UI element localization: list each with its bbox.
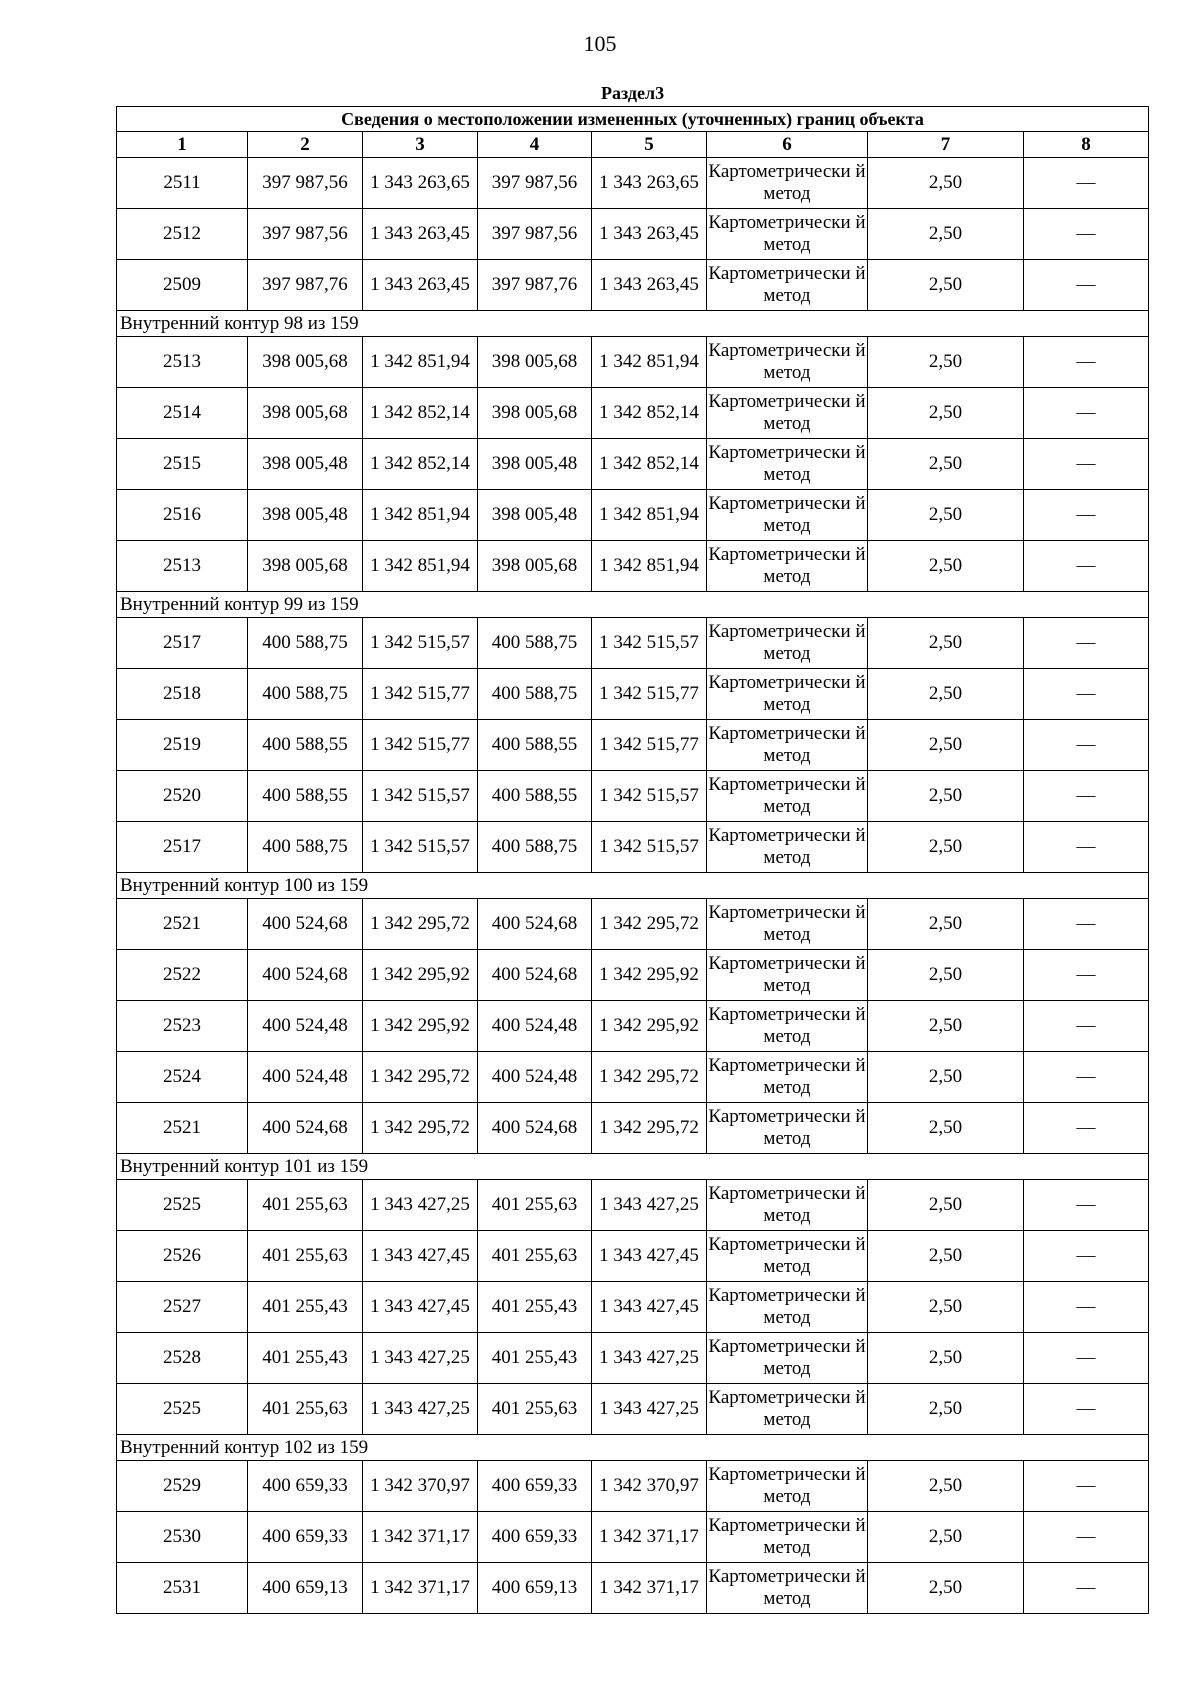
table-row [117,1052,1149,1103]
x-coordinate-cell: 400 588,75 [248,822,363,873]
x-coordinate-cell: 400 659,33 [248,1512,363,1563]
point-description-cell: — [1024,822,1149,873]
accuracy-cell: 2,50 [868,541,1024,592]
y-coordinate-new-cell: 1 342 852,14 [592,388,707,439]
y-coordinate-new-cell: 1 342 295,92 [592,950,707,1001]
accuracy-cell: 2,50 [868,158,1024,209]
y-coordinate-cell: 1 342 371,17 [363,1512,478,1563]
y-coordinate-cell: 1 342 852,14 [363,388,478,439]
contour-label: Внутренний контур 98 из 159 [117,311,1149,337]
y-coordinate-cell: 1 343 427,45 [363,1231,478,1282]
accuracy-cell: 2,50 [868,1384,1024,1435]
determination-method-cell: Картометрически й метод [707,209,868,260]
y-coordinate-new-cell: 1 343 263,45 [592,209,707,260]
x-coordinate-cell: 400 524,68 [248,1103,363,1154]
contour-row [117,592,1149,618]
y-coordinate-cell: 1 342 295,92 [363,950,478,1001]
determination-method-cell: Картометрически й метод [707,618,868,669]
contour-row [117,1435,1149,1461]
y-coordinate-new-cell: 1 342 295,72 [592,1052,707,1103]
y-coordinate-new-cell: 1 343 263,45 [592,260,707,311]
x-coordinate-new-cell: 400 524,68 [478,1103,592,1154]
point-description-cell: — [1024,337,1149,388]
determination-method-cell: Картометрически й метод [707,1001,868,1052]
y-coordinate-cell: 1 342 851,94 [363,337,478,388]
point-number-cell: 2519 [117,720,248,771]
contour-label: Внутренний контур 102 из 159 [117,1435,1149,1461]
column-header: 1 [117,132,248,158]
accuracy-cell: 2,50 [868,1461,1024,1512]
y-coordinate-cell: 1 343 427,25 [363,1333,478,1384]
section-label: Раздел3 [601,83,665,103]
table-row [117,1282,1149,1333]
point-number-cell: 2522 [117,950,248,1001]
table-row [117,1563,1149,1614]
point-number-cell: 2525 [117,1180,248,1231]
determination-method-cell: Картометрически й метод [707,1512,868,1563]
point-number-cell: 2530 [117,1512,248,1563]
point-number-cell: 2517 [117,822,248,873]
accuracy-cell: 2,50 [868,1563,1024,1614]
determination-method-cell: Картометрически й метод [707,337,868,388]
point-description-cell: — [1024,209,1149,260]
table-row [117,1461,1149,1512]
y-coordinate-new-cell: 1 342 295,92 [592,1001,707,1052]
point-number-cell: 2521 [117,899,248,950]
table-row [117,822,1149,873]
accuracy-cell: 2,50 [868,209,1024,260]
contour-label: Внутренний контур 100 из 159 [117,873,1149,899]
point-number-cell: 2523 [117,1001,248,1052]
column-header: 7 [868,132,1024,158]
y-coordinate-cell: 1 342 371,17 [363,1563,478,1614]
table-row [117,1103,1149,1154]
x-coordinate-cell: 398 005,48 [248,439,363,490]
table-row [117,388,1149,439]
determination-method-cell: Картометрически й метод [707,1563,868,1614]
point-number-cell: 2514 [117,388,248,439]
x-coordinate-new-cell: 401 255,43 [478,1333,592,1384]
x-coordinate-cell: 400 588,75 [248,618,363,669]
point-description-cell: — [1024,158,1149,209]
point-description-cell: — [1024,1103,1149,1154]
point-number-cell: 2525 [117,1384,248,1435]
x-coordinate-cell: 401 255,43 [248,1282,363,1333]
y-coordinate-new-cell: 1 342 295,72 [592,899,707,950]
x-coordinate-new-cell: 397 987,76 [478,260,592,311]
table-row [117,1231,1149,1282]
point-number-cell: 2526 [117,1231,248,1282]
point-description-cell: — [1024,388,1149,439]
x-coordinate-new-cell: 400 524,48 [478,1052,592,1103]
table-row [117,439,1149,490]
determination-method-cell: Картометрически й метод [707,1282,868,1333]
point-description-cell: — [1024,1563,1149,1614]
determination-method-cell: Картометрически й метод [707,1384,868,1435]
table-row [117,950,1149,1001]
table-row [117,1001,1149,1052]
determination-method-cell: Картометрически й метод [707,1052,868,1103]
x-coordinate-cell: 400 659,33 [248,1461,363,1512]
x-coordinate-cell: 397 987,56 [248,209,363,260]
determination-method-cell: Картометрически й метод [707,1180,868,1231]
point-description-cell: — [1024,771,1149,822]
y-coordinate-new-cell: 1 343 427,45 [592,1282,707,1333]
determination-method-cell: Картометрически й метод [707,1333,868,1384]
y-coordinate-cell: 1 343 427,45 [363,1282,478,1333]
y-coordinate-cell: 1 342 515,57 [363,618,478,669]
table-row [117,1512,1149,1563]
accuracy-cell: 2,50 [868,720,1024,771]
point-number-cell: 2531 [117,1563,248,1614]
column-header: 8 [1024,132,1149,158]
y-coordinate-new-cell: 1 342 295,72 [592,1103,707,1154]
x-coordinate-new-cell: 400 524,68 [478,950,592,1001]
y-coordinate-cell: 1 342 295,72 [363,1052,478,1103]
point-description-cell: — [1024,1512,1149,1563]
x-coordinate-cell: 400 588,55 [248,771,363,822]
x-coordinate-new-cell: 400 588,75 [478,618,592,669]
x-coordinate-cell: 398 005,68 [248,388,363,439]
accuracy-cell: 2,50 [868,1052,1024,1103]
y-coordinate-cell: 1 342 295,72 [363,899,478,950]
y-coordinate-new-cell: 1 342 371,17 [592,1563,707,1614]
y-coordinate-new-cell: 1 343 427,45 [592,1231,707,1282]
contour-row [117,873,1149,899]
y-coordinate-cell: 1 342 295,92 [363,1001,478,1052]
point-description-cell: — [1024,439,1149,490]
y-coordinate-new-cell: 1 342 515,57 [592,618,707,669]
contour-row [117,1154,1149,1180]
x-coordinate-new-cell: 398 005,68 [478,337,592,388]
determination-method-cell: Картометрически й метод [707,1461,868,1512]
accuracy-cell: 2,50 [868,1231,1024,1282]
table-row [117,669,1149,720]
x-coordinate-new-cell: 400 588,75 [478,669,592,720]
point-number-cell: 2515 [117,439,248,490]
point-number-cell: 2513 [117,541,248,592]
point-description-cell: — [1024,950,1149,1001]
y-coordinate-cell: 1 342 295,72 [363,1103,478,1154]
x-coordinate-cell: 400 524,68 [248,950,363,1001]
y-coordinate-cell: 1 343 427,25 [363,1384,478,1435]
x-coordinate-new-cell: 401 255,63 [478,1384,592,1435]
point-description-cell: — [1024,260,1149,311]
x-coordinate-cell: 400 659,13 [248,1563,363,1614]
x-coordinate-cell: 398 005,68 [248,541,363,592]
x-coordinate-new-cell: 400 659,13 [478,1563,592,1614]
y-coordinate-cell: 1 343 263,45 [363,209,478,260]
y-coordinate-new-cell: 1 343 427,25 [592,1333,707,1384]
table-row [117,158,1149,209]
table-title: Сведения о местоположении измененных (уточненных) границ объекта [117,107,1149,132]
y-coordinate-new-cell: 1 342 851,94 [592,337,707,388]
y-coordinate-new-cell: 1 342 515,77 [592,720,707,771]
determination-method-cell: Картометрически й метод [707,899,868,950]
determination-method-cell: Картометрически й метод [707,541,868,592]
accuracy-cell: 2,50 [868,337,1024,388]
x-coordinate-cell: 398 005,68 [248,337,363,388]
column-header-row [117,132,1149,158]
accuracy-cell: 2,50 [868,388,1024,439]
y-coordinate-new-cell: 1 342 851,94 [592,490,707,541]
x-coordinate-new-cell: 401 255,63 [478,1180,592,1231]
column-header: 5 [592,132,707,158]
y-coordinate-cell: 1 342 515,77 [363,669,478,720]
x-coordinate-new-cell: 400 524,48 [478,1001,592,1052]
point-number-cell: 2511 [117,158,248,209]
x-coordinate-cell: 400 588,55 [248,720,363,771]
y-coordinate-new-cell: 1 343 427,25 [592,1180,707,1231]
contour-label: Внутренний контур 99 из 159 [117,592,1149,618]
accuracy-cell: 2,50 [868,1512,1024,1563]
accuracy-cell: 2,50 [868,1282,1024,1333]
point-description-cell: — [1024,899,1149,950]
point-number-cell: 2509 [117,260,248,311]
contour-label: Внутренний контур 101 из 159 [117,1154,1149,1180]
point-description-cell: — [1024,1052,1149,1103]
x-coordinate-new-cell: 400 588,55 [478,771,592,822]
table-row [117,720,1149,771]
point-description-cell: — [1024,720,1149,771]
accuracy-cell: 2,50 [868,669,1024,720]
point-description-cell: — [1024,1461,1149,1512]
x-coordinate-cell: 397 987,76 [248,260,363,311]
point-number-cell: 2524 [117,1052,248,1103]
point-description-cell: — [1024,1231,1149,1282]
x-coordinate-new-cell: 400 588,75 [478,822,592,873]
y-coordinate-new-cell: 1 343 427,25 [592,1384,707,1435]
point-number-cell: 2517 [117,618,248,669]
point-description-cell: — [1024,669,1149,720]
x-coordinate-cell: 397 987,56 [248,158,363,209]
table-row [117,1333,1149,1384]
accuracy-cell: 2,50 [868,260,1024,311]
y-coordinate-cell: 1 342 370,97 [363,1461,478,1512]
x-coordinate-cell: 401 255,63 [248,1384,363,1435]
column-header: 4 [478,132,592,158]
determination-method-cell: Картометрически й метод [707,720,868,771]
x-coordinate-new-cell: 398 005,48 [478,490,592,541]
y-coordinate-new-cell: 1 342 370,97 [592,1461,707,1512]
accuracy-cell: 2,50 [868,439,1024,490]
y-coordinate-cell: 1 342 852,14 [363,439,478,490]
point-number-cell: 2529 [117,1461,248,1512]
determination-method-cell: Картометрически й метод [707,388,868,439]
x-coordinate-new-cell: 400 659,33 [478,1461,592,1512]
point-number-cell: 2516 [117,490,248,541]
x-coordinate-new-cell: 400 524,68 [478,899,592,950]
table-body [117,158,1149,1614]
table-row [117,209,1149,260]
y-coordinate-new-cell: 1 342 371,17 [592,1512,707,1563]
accuracy-cell: 2,50 [868,1333,1024,1384]
point-number-cell: 2520 [117,771,248,822]
table-row [117,337,1149,388]
x-coordinate-cell: 400 524,68 [248,899,363,950]
determination-method-cell: Картометрически й метод [707,1103,868,1154]
x-coordinate-new-cell: 401 255,63 [478,1231,592,1282]
table-row [117,490,1149,541]
x-coordinate-cell: 400 524,48 [248,1052,363,1103]
x-coordinate-cell: 400 524,48 [248,1001,363,1052]
y-coordinate-new-cell: 1 342 852,14 [592,439,707,490]
x-coordinate-cell: 401 255,43 [248,1333,363,1384]
point-description-cell: — [1024,618,1149,669]
point-description-cell: — [1024,1333,1149,1384]
y-coordinate-new-cell: 1 342 515,77 [592,669,707,720]
determination-method-cell: Картометрически й метод [707,771,868,822]
point-number-cell: 2521 [117,1103,248,1154]
determination-method-cell: Картометрически й метод [707,1231,868,1282]
table-row [117,618,1149,669]
point-description-cell: — [1024,1282,1149,1333]
accuracy-cell: 2,50 [868,771,1024,822]
accuracy-cell: 2,50 [868,822,1024,873]
point-number-cell: 2518 [117,669,248,720]
point-description-cell: — [1024,1001,1149,1052]
y-coordinate-cell: 1 342 515,77 [363,720,478,771]
x-coordinate-new-cell: 398 005,48 [478,439,592,490]
point-number-cell: 2512 [117,209,248,260]
x-coordinate-new-cell: 398 005,68 [478,388,592,439]
y-coordinate-new-cell: 1 342 851,94 [592,541,707,592]
column-header: 3 [363,132,478,158]
x-coordinate-new-cell: 400 659,33 [478,1512,592,1563]
y-coordinate-cell: 1 343 263,45 [363,260,478,311]
y-coordinate-new-cell: 1 343 263,65 [592,158,707,209]
x-coordinate-cell: 401 255,63 [248,1231,363,1282]
contour-row [117,311,1149,337]
y-coordinate-cell: 1 342 515,57 [363,771,478,822]
determination-method-cell: Картометрически й метод [707,260,868,311]
column-header: 2 [248,132,363,158]
x-coordinate-new-cell: 397 987,56 [478,209,592,260]
accuracy-cell: 2,50 [868,950,1024,1001]
table-row [117,899,1149,950]
coordinates-table [116,80,1149,1614]
determination-method-cell: Картометрически й метод [707,669,868,720]
y-coordinate-cell: 1 343 427,25 [363,1180,478,1231]
point-description-cell: — [1024,1180,1149,1231]
table-row [117,1180,1149,1231]
x-coordinate-cell: 401 255,63 [248,1180,363,1231]
y-coordinate-new-cell: 1 342 515,57 [592,771,707,822]
y-coordinate-cell: 1 342 851,94 [363,541,478,592]
table-row [117,1384,1149,1435]
point-description-cell: — [1024,541,1149,592]
y-coordinate-cell: 1 342 515,57 [363,822,478,873]
point-number-cell: 2513 [117,337,248,388]
point-number-cell: 2527 [117,1282,248,1333]
table-row [117,260,1149,311]
accuracy-cell: 2,50 [868,490,1024,541]
point-number-cell: 2528 [117,1333,248,1384]
determination-method-cell: Картометрически й метод [707,439,868,490]
accuracy-cell: 2,50 [868,1180,1024,1231]
y-coordinate-cell: 1 343 263,65 [363,158,478,209]
accuracy-cell: 2,50 [868,1001,1024,1052]
determination-method-cell: Картометрически й метод [707,158,868,209]
determination-method-cell: Картометрически й метод [707,950,868,1001]
determination-method-cell: Картометрически й метод [707,822,868,873]
x-coordinate-new-cell: 401 255,43 [478,1282,592,1333]
page-number: 105 [583,31,617,56]
point-description-cell: — [1024,490,1149,541]
x-coordinate-new-cell: 397 987,56 [478,158,592,209]
x-coordinate-new-cell: 398 005,68 [478,541,592,592]
y-coordinate-cell: 1 342 851,94 [363,490,478,541]
point-description-cell: — [1024,1384,1149,1435]
x-coordinate-new-cell: 400 588,55 [478,720,592,771]
accuracy-cell: 2,50 [868,1103,1024,1154]
accuracy-cell: 2,50 [868,618,1024,669]
table-row [117,771,1149,822]
y-coordinate-new-cell: 1 342 515,57 [592,822,707,873]
determination-method-cell: Картометрически й метод [707,490,868,541]
table-row [117,541,1149,592]
column-header: 6 [707,132,868,158]
x-coordinate-cell: 400 588,75 [248,669,363,720]
accuracy-cell: 2,50 [868,899,1024,950]
x-coordinate-cell: 398 005,48 [248,490,363,541]
